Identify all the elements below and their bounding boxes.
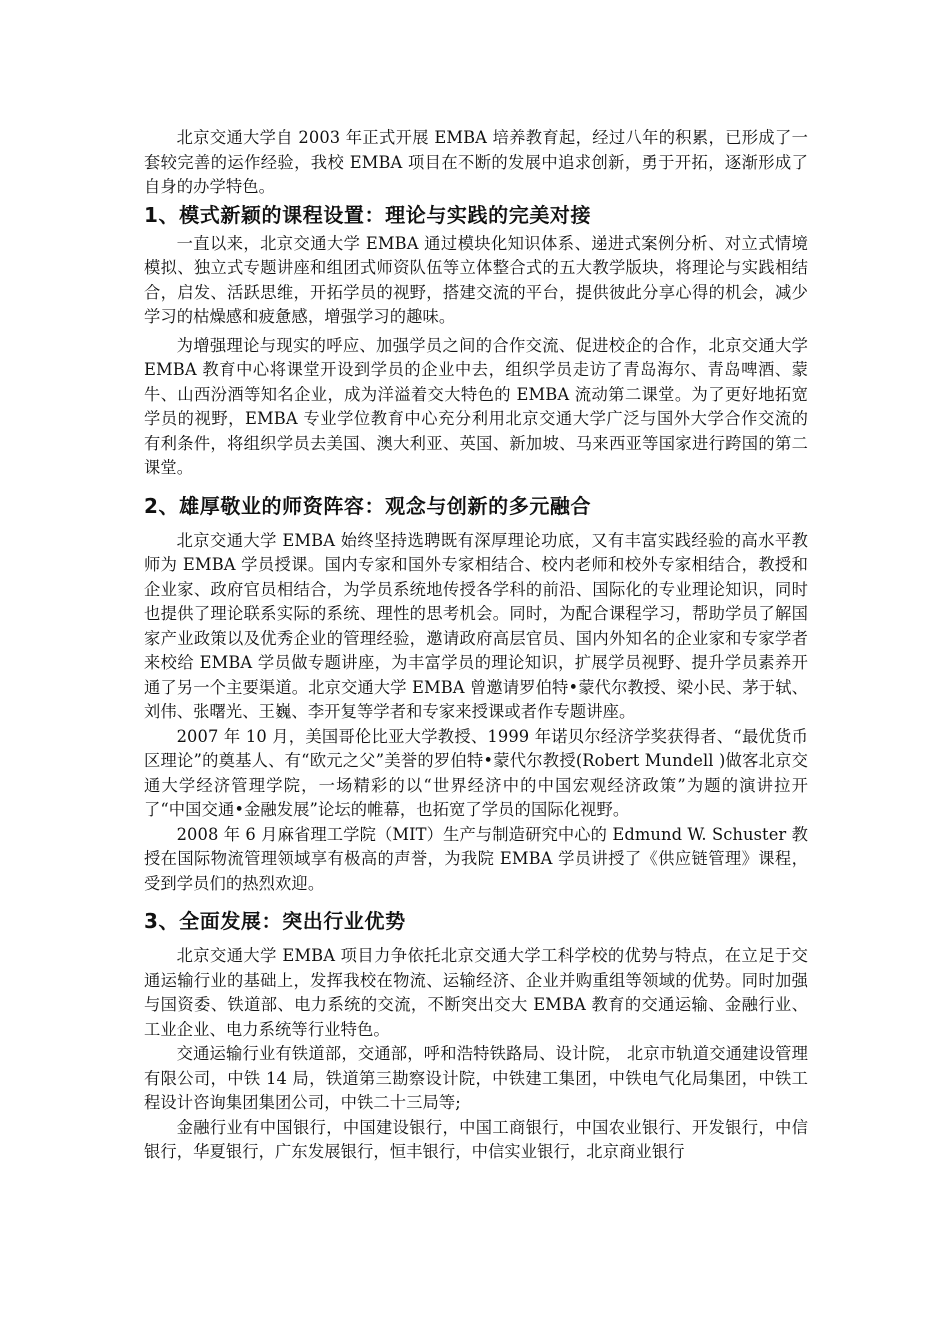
section-2-heading: 2、雄厚敬业的师资阵容：观念与创新的多元融合 xyxy=(144,493,592,518)
section-2-paragraph-1: 北京交通大学 EMBA 始终坚持选聘既有深厚理论功底，又有丰富实践经验的高水平教师为 EMBA 学员授课。国内专家和国外专家相结合、校内老师和校外专家相结合，教授和企业家、政府官员相结合，为学员系统地传授各学科的前沿、国际化的专业理论知识，同时也提供了理论联系实际的系统、理性的思考机会。同时，为配合课程学习，帮助学员了解国家产业政策以及优秀企业的管理经验，邀请政府高层官员、国内外知名的企业家和专家学者来校给 EMBA 学员做专题讲座，为丰富学员的理论知识，扩展学员视野、提升学员素养开通了另一个主要渠道。北京交通大学 EMBA 曾邀请罗伯特•蒙代尔教授、梁小民、茅于轼、刘伟、张曙光、王巍、李开复等学者和专家来授课或者作专题讲座。 xyxy=(144,530,808,721)
section-1-paragraph-2: 为增强理论与现实的呼应、加强学员之间的合作交流、促进校企的合作，北京交通大学 EMBA 教育中心将课堂开设到学员的企业中去，组织学员走访了青岛海尔、青岛啤酒、蒙牛、山西汾酒等知名企业，成为洋溢着交大特色的 EMBA 流动第二课堂。为了更好地拓宽学员的视野，EMBA 专业学位教育中心充分利用北京交通大学广泛与国外大学合作交流的有利条件，将组织学员去美国、澳大利亚、英国、新加坡、马来西亚等国家进行跨国的第二课堂。 xyxy=(144,335,808,477)
section-2-paragraph-2: 2007 年 10 月，美国哥伦比亚大学教授、1999 年诺贝尔经济学奖获得者、“最优货币区理论”的奠基人、有“欧元之父”美誉的罗伯特•蒙代尔教授(Robert Mundell )做客北京交通大学经济管理学院，一场精彩的以“世界经济中的中国宏观经济政策”为题的演讲拉开了“中国交通•金融发展”论坛的帷幕，也拓宽了学员的国际化视野。 xyxy=(144,726,808,819)
intro-paragraph: 北京交通大学自 2003 年正式开展 EMBA 培养教育起，经过八年的积累，已形成了一套较完善的运作经验，我校 EMBA 项目在不断的发展中追求创新，勇于开拓，逐渐形成了自身的办学特色。 xyxy=(144,128,808,196)
section-3-paragraph-2: 交通运输行业有铁道部，交通部，呼和浩特铁路局、设计院， 北京市轨道交通建设管理有限公司，中铁 14 局，铁道第三勘察设计院，中铁建工集团，中铁电气化局集团，中铁工程设计咨询集团集团公司，中铁二十三局等; xyxy=(144,1044,808,1112)
section-1-heading: 1、模式新颖的课程设置：理论与实践的完美对接 xyxy=(144,202,592,227)
section-1-paragraph-1: 一直以来，北京交通大学 EMBA 通过模块化知识体系、递进式案例分析、对立式情境模拟、独立式专题讲座和组团式师资队伍等立体整合式的五大教学版块，将理论与实践相结合，启发、活跃思维，开拓学员的视野，搭建交流的平台，提供彼此分享心得的机会，减少学习的枯燥感和疲惫感，增强学习的趣味。 xyxy=(144,233,808,326)
document-page xyxy=(144,126,808,1165)
section-3-paragraph-1: 北京交通大学 EMBA 项目力争依托北京交通大学工科学校的优势与特点，在立足于交通运输行业的基础上，发挥我校在物流、运输经济、企业并购重组等领域的优势。同时加强与国资委、铁道部、电力系统的交流，不断突出交大 EMBA 教育的交通运输、金融行业、工业企业、电力系统等行业特色。 xyxy=(144,946,808,1039)
section-2-paragraph-3: 2008 年 6 月麻省理工学院（MIT）生产与制造研究中心的 Edmund W. Schuster 教授在国际物流管理领域享有极高的声誉，为我院 EMBA 学员讲授了《供应链管理》课程，受到学员们的热烈欢迎。 xyxy=(144,824,808,893)
section-3-heading: 3、全面发展：突出行业优势 xyxy=(144,909,406,933)
section-3-paragraph-3: 金融行业有中国银行，中国建设银行，中国工商银行，中国农业银行、开发银行，中信银行，华夏银行，广东发展银行，恒丰银行，中信实业银行，北京商业银行 xyxy=(144,1117,808,1161)
